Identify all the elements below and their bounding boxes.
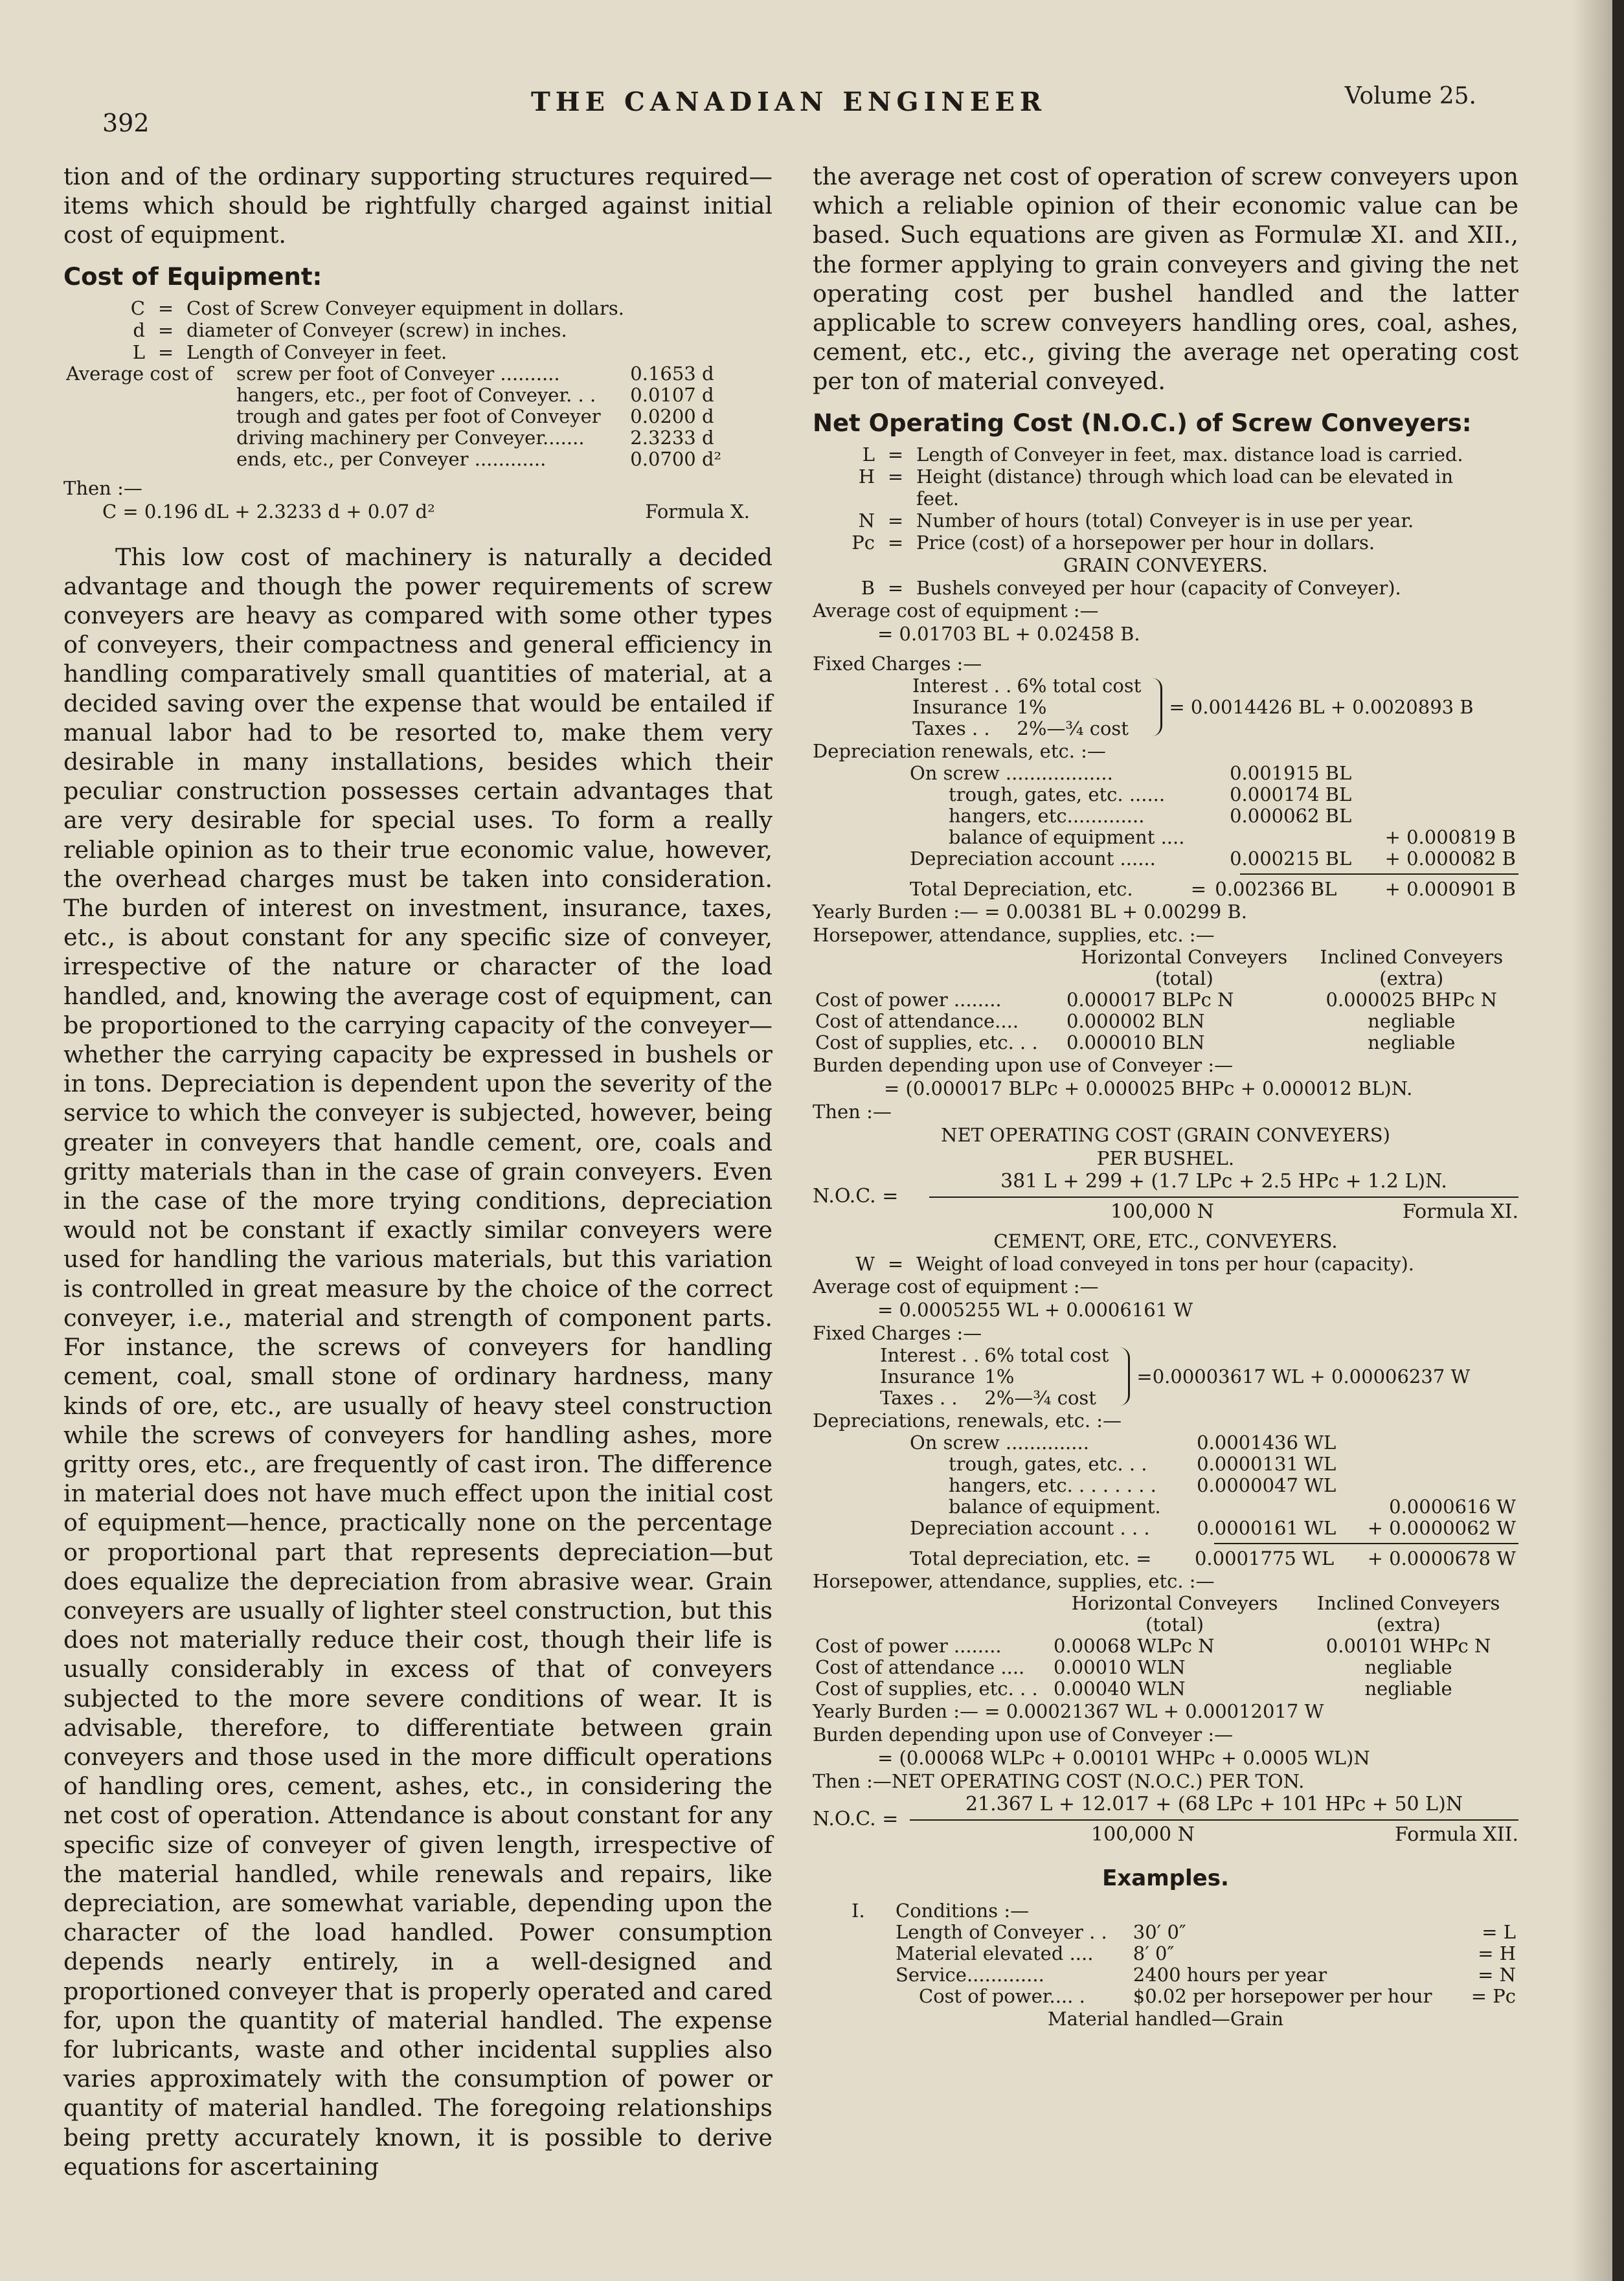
- grain-yearly-burden: Yearly Burden :— = 0.00381 BL + 0.00299 B.: [813, 900, 1247, 923]
- average-cost-table: [63, 363, 730, 470]
- table-row: trough, gates, etc. . . 0.0000131 WL: [949, 1452, 1336, 1475]
- table-row: Cost of supplies, etc. . . 0.000010 BLN negliable: [815, 1031, 1456, 1053]
- brace-icon: [1147, 678, 1162, 736]
- grain-hp-table: Horizontal Conveyers Inclined Conveyers (total) (extra) Cost of power ........ 0.000017 BLPc N 0.000025 BHPc N Cost of attendance.... 0.000002 BLN negliable Cost of supplies, etc. . . 0.000010 BLN negliable: [813, 947, 1518, 1053]
- noc-label: N.O.C. =: [813, 1808, 899, 1831]
- formula-xi: [813, 1170, 1518, 1223]
- page-header: [97, 83, 1476, 137]
- grain-burden-value: = (0.000017 BLPc + 0.000025 BHPc + 0.000012 BL)N.: [884, 1077, 1413, 1099]
- table-row: balance of equipment .... + 0.000819 B: [949, 826, 1516, 848]
- formula-x: C = 0.196 dL + 2.3233 d + 0.07 d²: [102, 500, 435, 522]
- cement-burden-value: = (0.00068 WLPc + 0.00101 WHPc + 0.0005 WL)N: [877, 1746, 1370, 1769]
- definition-row: d = diameter of Conveyer (screw) in inches.: [133, 319, 567, 341]
- grain-noc-title: NET OPERATING COST (GRAIN CONVEYERS): [941, 1123, 1390, 1146]
- table-row: Cost of power.... . $0.02 per horsepower per hour = Pc: [919, 1984, 1516, 2007]
- cement-w-definition: W = Weight of load conveyed in tons per hour (capacity).: [855, 1252, 1415, 1275]
- page-number: 392: [102, 109, 150, 137]
- avg-cost-row: trough and gates per foot of Conveyer 0.0200 d: [236, 405, 714, 427]
- cement-fixed-charges: Interest . . 6% total cost Insurance 1% Taxes . . 2%—¾ cost =0.00003617 WL + 0.00006237 W: [880, 1343, 1471, 1409]
- right-intro-paragraph: the average net cost of operation of screw conveyers upon which a reliable opinion of their economic value can be based. Such equations are given as Formulæ XI. and XII., the former applying to grain conveyers and giving the net operating cost per bushel handled and the latter applicable to screw conveyers handling ores, coal, ashes, cement, etc., etc., giving the average net operating cost per ton of material conveyed.: [813, 163, 1518, 396]
- grain-depreciation-table: [813, 763, 1518, 870]
- avg-cost-row: driving machinery per Conveyer....... 2.3233 d: [236, 426, 714, 449]
- formula-denominator: 100,000 N: [1091, 1823, 1195, 1846]
- definition-row: L = Length of Conveyer in feet.: [132, 341, 447, 363]
- table-row: Material elevated .... 8′ 0″ = H: [896, 1942, 1516, 1964]
- cement-dep-label: Depreciations, renewals, etc. :—: [813, 1409, 1122, 1432]
- grain-noc-subtitle: PER BUSHEL.: [1096, 1147, 1235, 1169]
- noc-definitions: [832, 444, 1506, 554]
- cost-of-equipment-heading: Cost of Equipment:: [63, 262, 322, 291]
- table-row: Depreciation account ...... 0.000215 BL + 0.000082 B: [910, 847, 1516, 870]
- table-row: hangers, etc............. 0.000062 BL: [949, 804, 1352, 827]
- cement-hp-table: Horizontal Conveyers Inclined Conveyers (total) (extra) Cost of power ........ 0.00068 WLPc N 0.00101 WHPc N Cost of attendance .... 0.00010 WLN negliable Cost of supplies, etc. . . 0.00040 WLN negliable: [813, 1593, 1518, 1700]
- right-column: [813, 162, 1518, 2030]
- average-cost-label: Average cost of: [66, 362, 214, 385]
- grain-fixed-label: Fixed Charges :—: [813, 652, 982, 675]
- examples-heading: Examples.: [1102, 1865, 1229, 1891]
- avg-cost-row: Average cost of screw per foot of Conveyer .......... 0.1653 d: [63, 363, 730, 385]
- grain-avg-value: = 0.01703 BL + 0.02458 B.: [877, 622, 1140, 645]
- table-row: Length of Conveyer . . 30′ 0″ = L: [896, 1920, 1516, 1943]
- definition-row: L = Length of Conveyer in feet, max. distance load is carried.: [862, 443, 1463, 466]
- example-conditions-table: [813, 1900, 1518, 2007]
- cement-noc-title: Then :—NET OPERATING COST (N.O.C.) PER TON.: [813, 1770, 1305, 1792]
- avg-cost-row: hangers, etc., per foot of Conveyer. . . 0.0107 d: [236, 383, 714, 406]
- equipment-definitions: [102, 297, 628, 363]
- table-row: Depreciation account . . . 0.0000161 WL + 0.0000062 W: [910, 1516, 1516, 1539]
- table-row: On screw .............. 0.0001436 WL: [910, 1431, 1336, 1454]
- grain-fixed-charges: Interest . . 6% total cost Insurance 1% Taxes . . 2%—¾ cost = 0.0014426 BL + 0.0020893 B: [912, 674, 1474, 739]
- formula-numerator: 21.367 L + 12.017 + (68 LPc + 101 HPc + 50 L)N: [910, 1793, 1518, 1821]
- left-body-paragraph: This low cost of machinery is naturally a decided advantage and though the power requirements of screw conveyers are heavy as compared with some other types of conveyers, their compactness and general efficiency in handling comparatively small quantities of material, at a decided saving over the expense that would be entailed if manual labor had to be resorted to, make them very desirable in many installations, besides which their peculiar construction possesses certain advantages that are very desirable for special uses. To form a really reliable opinion as to their true economic value, however, the overhead charges must be taken into consideration. The burden of interest on investment, insurance, taxes, etc., is about constant for any specific size of conveyer, irrespective of the nature or character of the load handled, and, knowing the average cost of equipment, can be proportioned to the carrying capacity of the conveyer—whether the carrying capacity be expressed in bushels or in tons. Depreciation is dependent upon the severity of the service to which the conveyer is subjected, however, being greater in conveyers that handle cement, ore, coals and gritty materials than in the case of grain conveyers. Even in the case of the more trying conditions, depreciation would not be constant if exactly similar conveyers were used for handling the various materials, but this variation is controlled in great measure by the choice of the correct conveyer, i.e., material and strength of component parts. For instance, the screws of conveyers for handling cement, coal, small stone of ordinary hardness, many kinds of ore, etc., are usually of heavy steel construction while the screws of conveyers for handling ashes, more gritty ores, etc., are frequently of cast iron. The difference in material does not have much effect upon the initial cost of equipment—hence, practically none on the percentage or proportional part that represents depreciation—but does equalize the depreciation from abrasive wear. Grain conveyers are usually of lighter steel construction, but this does not materially reduce their cost, though their life is usually considerably in excess of that of conveyers subjected to the more severe conditions of wear. It is advisable, therefore, to differentiate between grain conveyers and those used in the more difficult operations of handling ores, cement, ashes, etc., in considering the net cost of operation. Attendance is about constant for any specific size of conveyer of given length, irrespective of the material handled, while renewals and repairs, like depreciation, are somewhat variable, depending upon the character of the load handled. Power consumption depends nearly entirely, in a well-designed and proportioned conveyer that is properly operated and cared for, upon the quantity of material handled. The expense for lubricants, waste and other incidental supplies also varies approximately with the consumption of power or quantity of material handled. The foregoing relationships being pretty accurately known, it is possible to derive equations for ascertaining: [63, 543, 773, 2181]
- table-row: Service............. 2400 hours per year = N: [896, 1963, 1516, 1986]
- grain-then-label: Then :—: [813, 1100, 892, 1123]
- left-column: [63, 162, 773, 2181]
- table-row: hangers, etc. . . . . . . . 0.0000047 WL: [949, 1474, 1336, 1496]
- cement-burden-label: Burden depending upon use of Conveyer :—: [813, 1723, 1234, 1746]
- noc-label: N.O.C. =: [813, 1185, 899, 1208]
- avg-cost-row: ends, etc., per Conveyer ............ 0.0700 d²: [236, 447, 722, 470]
- noc-heading: Net Operating Cost (N.O.C.) of Screw Conveyers:: [813, 409, 1472, 437]
- formula-x-label: Formula X.: [645, 500, 750, 522]
- cement-yearly-burden: Yearly Burden :— = 0.00021367 WL + 0.00012017 W: [813, 1700, 1324, 1722]
- left-intro-paragraph: tion and of the ordinary supporting structures required—items which should be rightfully charged against initial cost of equipment.: [63, 163, 773, 249]
- grain-burden-label: Burden depending upon use of Conveyer :—: [813, 1053, 1234, 1076]
- cement-conveyers-title: CEMENT, ORE, ETC., CONVEYERS.: [993, 1230, 1338, 1252]
- then-label: Then :—: [63, 477, 142, 499]
- formula-xi-label: Formula XI.: [1402, 1200, 1518, 1223]
- cement-fixed-label: Fixed Charges :—: [813, 1321, 982, 1344]
- cement-avg-value: = 0.0005255 WL + 0.0006161 W: [877, 1298, 1193, 1321]
- journal-title: THE CANADIAN ENGINEER: [531, 87, 1047, 117]
- conditions-label: Conditions :—: [896, 1899, 1030, 1922]
- grain-total-depreciation: Total Depreciation, etc. = 0.002366 BL + 0.000901 B: [910, 877, 1516, 900]
- formula-x-line: [63, 500, 750, 523]
- table-row: On screw .................. 0.001915 BL: [910, 761, 1352, 784]
- grain-conveyers-title: GRAIN CONVEYERS.: [1063, 554, 1268, 576]
- page-edge: [1612, 0, 1624, 2281]
- grain-avg-label: Average cost of equipment :—: [813, 599, 1099, 622]
- grain-b-definition: B = Bushels conveyed per hour (capacity of Conveyer).: [861, 576, 1401, 599]
- formula-xii: [813, 1793, 1518, 1846]
- grain-dep-label: Depreciation renewals, etc. :—: [813, 739, 1106, 762]
- table-row: trough, gates, etc. ...... 0.000174 BL: [949, 783, 1352, 805]
- example-numeral: I.: [851, 1899, 865, 1922]
- definition-row: C = Cost of Screw Conveyer equipment in dollars.: [130, 297, 624, 319]
- divider: [1240, 873, 1518, 875]
- table-row: Cost of supplies, etc. . . 0.00040 WLN negliable: [815, 1677, 1452, 1700]
- grain-hp-label: Horsepower, attendance, supplies, etc. :—: [813, 923, 1215, 946]
- table-row: Cost of attendance.... 0.000002 BLN negliable: [815, 1009, 1456, 1032]
- cement-depreciation-table: [813, 1432, 1518, 1539]
- divider: [1214, 1543, 1518, 1544]
- formula-numerator: 381 L + 299 + (1.7 LPc + 2.5 HPc + 1.2 L)N.: [929, 1170, 1518, 1198]
- cement-fixed-result: =0.00003617 WL + 0.00006237 W: [1136, 1365, 1471, 1388]
- table-row: Cost of power ........ 0.000017 BLPc N 0.000025 BHPc N: [815, 988, 1498, 1011]
- definition-row: H = Height (distance) through which load can be elevated in feet.: [858, 465, 1454, 510]
- formula-denominator: 100,000 N: [1111, 1200, 1214, 1223]
- formula-xii-label: Formula XII.: [1395, 1823, 1518, 1846]
- table-row: Cost of attendance .... 0.00010 WLN negliable: [815, 1656, 1452, 1678]
- cement-avg-label: Average cost of equipment :—: [813, 1275, 1099, 1298]
- cement-total-depreciation: Total depreciation, etc. = 0.0001775 WL + 0.0000678 W: [910, 1547, 1516, 1569]
- grain-fixed-result: = 0.0014426 BL + 0.0020893 B: [1169, 695, 1474, 718]
- cement-hp-label: Horsepower, attendance, supplies, etc. :—: [813, 1569, 1215, 1592]
- definition-row: Pc = Price (cost) of a horsepower per hour in dollars.: [851, 531, 1375, 554]
- volume-label: Volume 25.: [1344, 83, 1476, 109]
- table-row: Cost of power ........ 0.00068 WLPc N 0.00101 WHPc N: [815, 1634, 1491, 1657]
- definition-row: N = Number of hours (total) Conveyer is in use per year.: [858, 509, 1414, 532]
- table-row: balance of equipment. 0.0000616 W: [949, 1495, 1516, 1518]
- brace-icon: [1115, 1347, 1130, 1406]
- material-handled: Material handled—Grain: [1047, 2007, 1284, 2030]
